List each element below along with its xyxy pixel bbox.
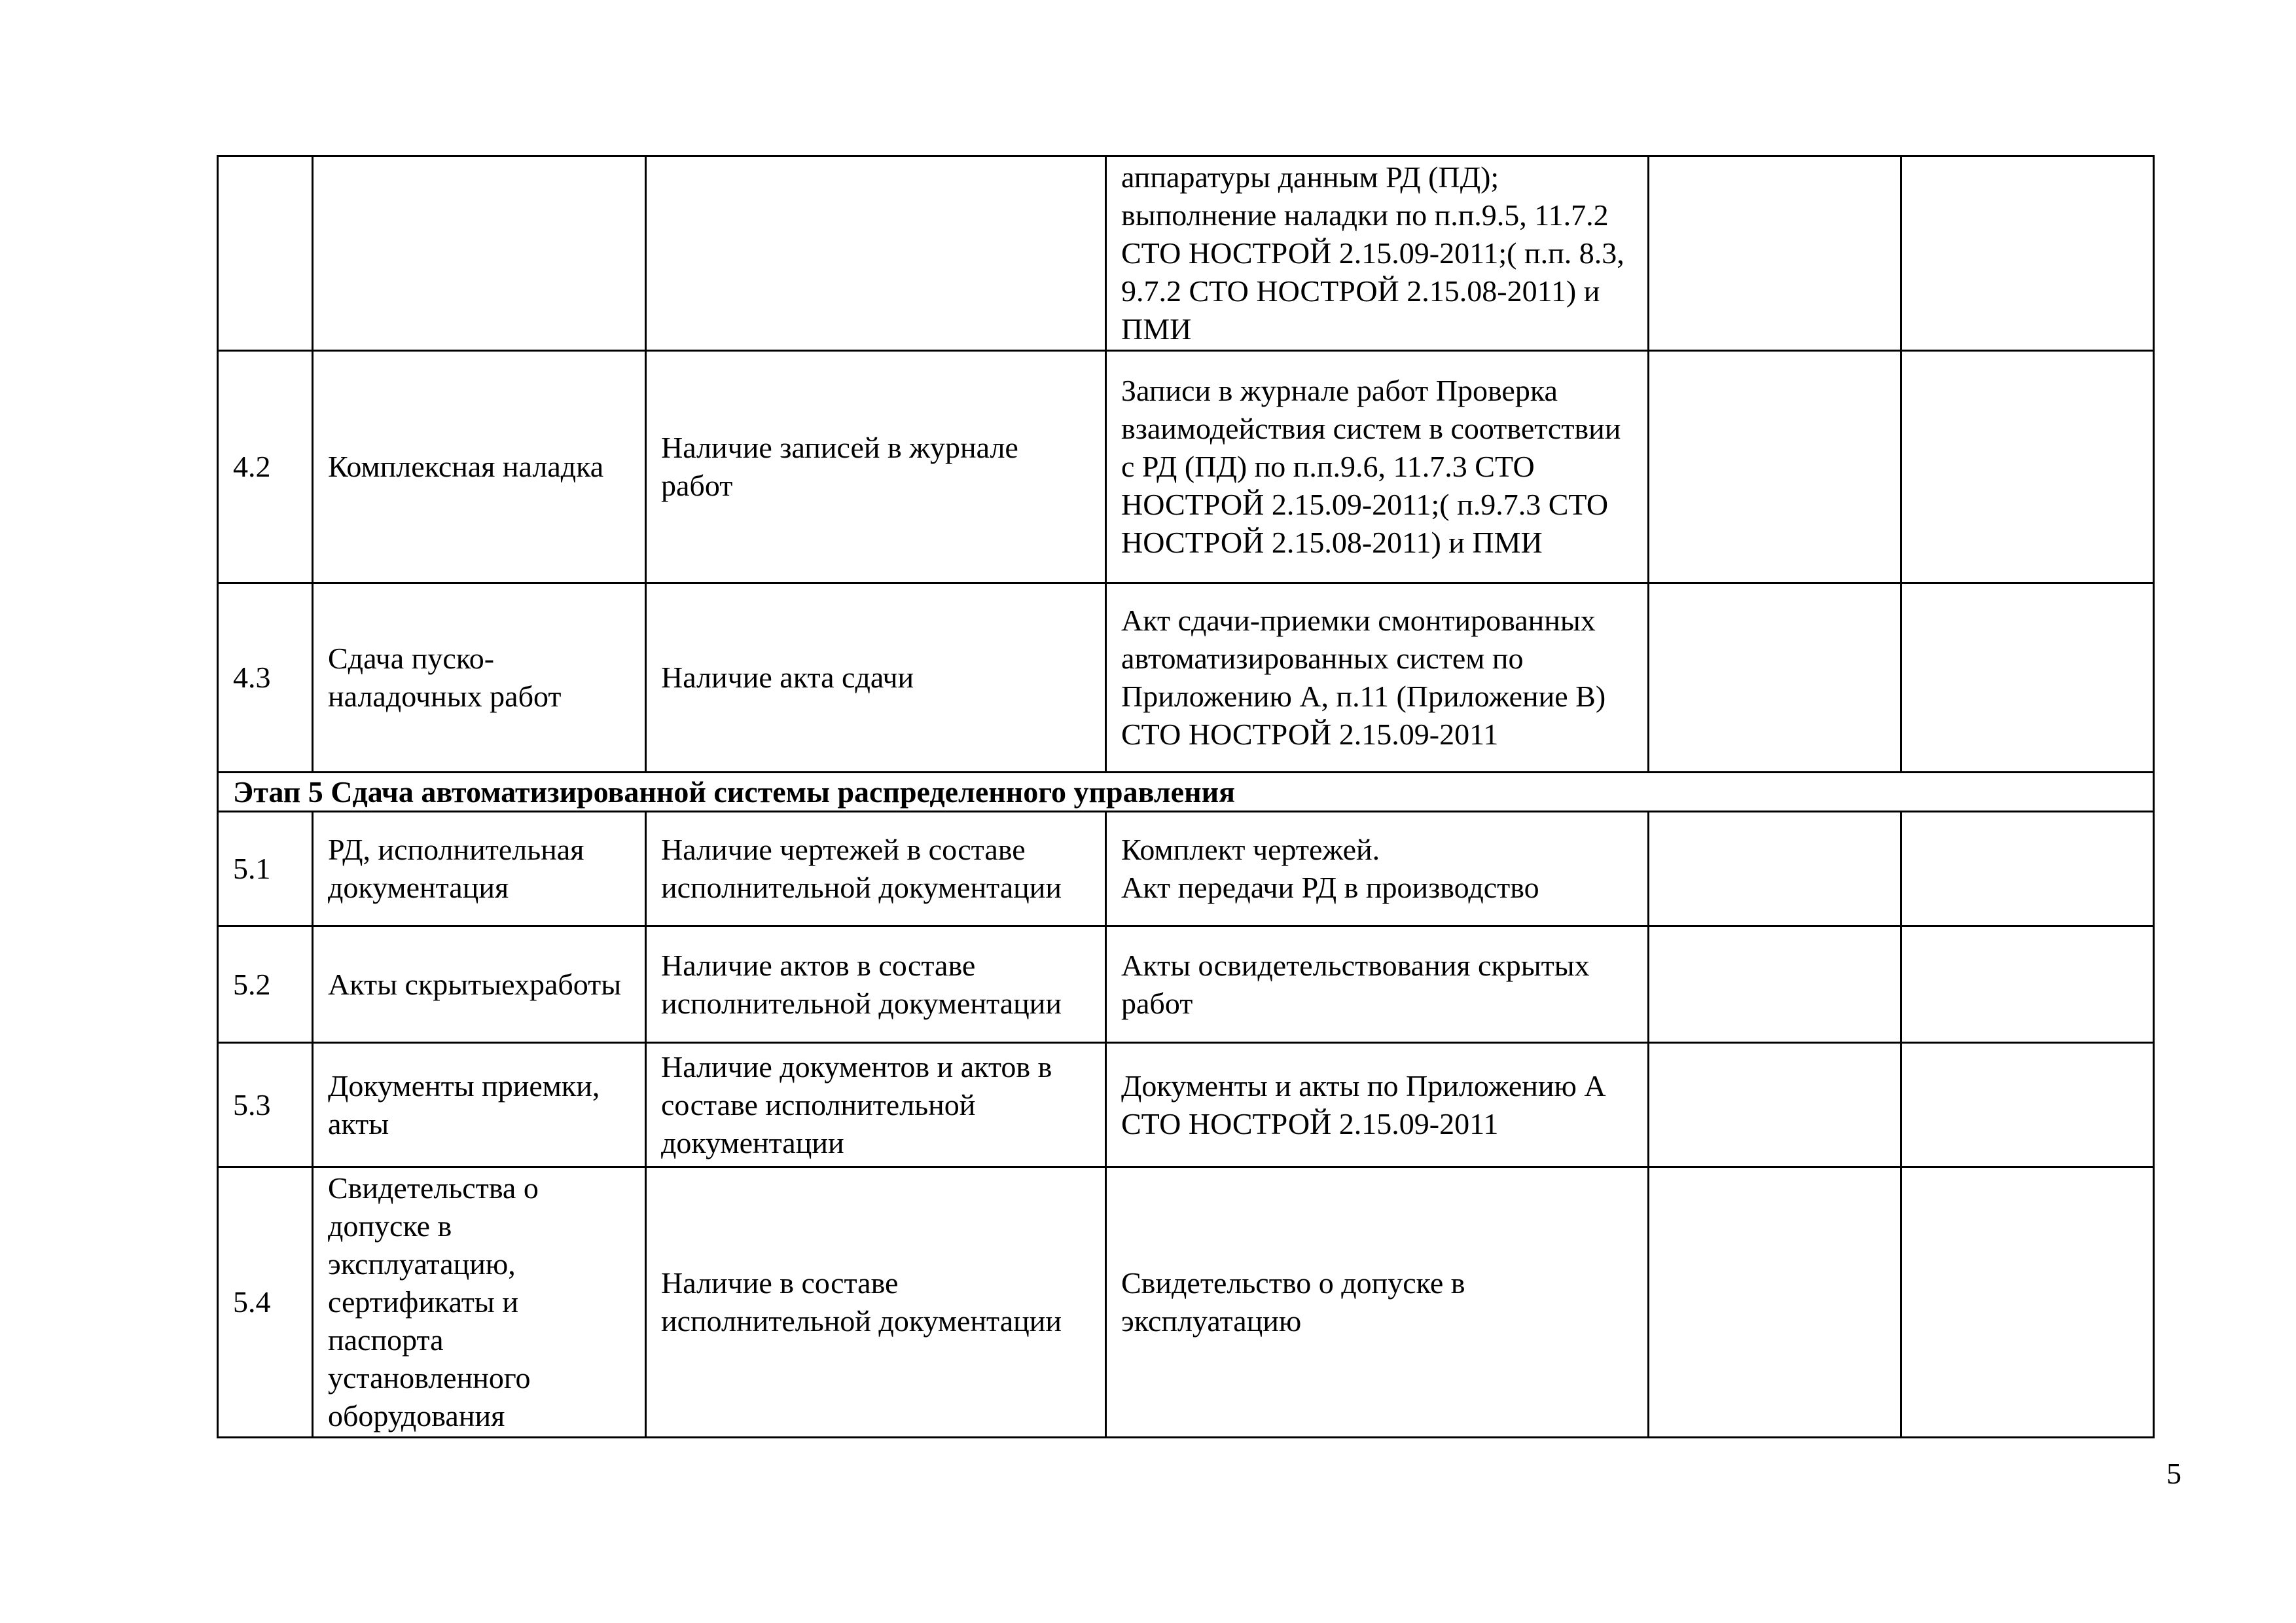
control-doc-cell: Документы и акты по Приложению А СТО НОСТРОЙ 2.15.09-2011 — [1106, 1043, 1649, 1167]
empty-cell — [1649, 812, 1901, 926]
requirement-cell: Наличие чертежей в составе исполнительной документации — [646, 812, 1106, 926]
empty-cell — [1901, 351, 2154, 583]
row-number — [218, 156, 313, 351]
work-name-cell: Акты скрытыехработы — [313, 926, 646, 1043]
empty-cell — [1649, 1167, 1901, 1438]
control-doc-cell: Акт сдачи-приемки смонтированных автоматизированных систем по Приложению А, п.11 (Приложение В) СТО НОСТРОЙ 2.15.09-2011 — [1106, 583, 1649, 773]
work-name-cell: Свидетельства о допуске в эксплуатацию, сертификаты и паспорта установленного оборудования — [313, 1167, 646, 1438]
empty-cell — [1901, 583, 2154, 773]
requirement-cell: Наличие документов и актов в составе исполнительной документации — [646, 1043, 1106, 1167]
row-number: 4.2 — [218, 351, 313, 583]
row-number: 5.3 — [218, 1043, 313, 1167]
control-doc-cell: Записи в журнале работ Проверка взаимодействия систем в соответствии с РД (ПД) по п.п.9.6, 11.7.3 СТО НОСТРОЙ 2.15.09-2011;( п.9.7.3 СТО НОСТРОЙ 2.15.08-2011) и ПМИ — [1106, 351, 1649, 583]
empty-cell — [1901, 156, 2154, 351]
empty-cell — [1649, 926, 1901, 1043]
table-row — [218, 926, 2154, 1043]
table-row — [218, 812, 2154, 926]
empty-cell — [1649, 351, 1901, 583]
empty-cell — [1901, 1167, 2154, 1438]
row-number: 5.2 — [218, 926, 313, 1043]
empty-cell — [1649, 156, 1901, 351]
row-number: 5.4 — [218, 1167, 313, 1438]
work-name-cell: Комплексная наладка — [313, 351, 646, 583]
control-doc-cell: Свидетельство о допуске в эксплуатацию — [1106, 1167, 1649, 1438]
control-table — [217, 155, 2155, 1438]
empty-cell — [1901, 1043, 2154, 1167]
empty-cell — [1649, 583, 1901, 773]
table-row — [218, 156, 2154, 351]
row-number: 4.3 — [218, 583, 313, 773]
work-name-cell: Сдача пуско-наладочных работ — [313, 583, 646, 773]
requirement-cell: Наличие актов в составе исполнительной документации — [646, 926, 1106, 1043]
control-doc-cell: Акты освидетельствования скрытых работ — [1106, 926, 1649, 1043]
control-doc-cell: аппаратуры данным РД (ПД); выполнение наладки по п.п.9.5, 11.7.2 СТО НОСТРОЙ 2.15.09-2011;( п.п. 8.3, 9.7.2 СТО НОСТРОЙ 2.15.08-2011) и ПМИ — [1106, 156, 1649, 351]
empty-cell — [1649, 1043, 1901, 1167]
control-doc-cell: Комплект чертежей. Акт передачи РД в производство — [1106, 812, 1649, 926]
requirement-cell: Наличие записей в журнале работ — [646, 351, 1106, 583]
work-name-cell — [313, 156, 646, 351]
table-row — [218, 351, 2154, 583]
requirement-cell — [646, 156, 1106, 351]
table-row — [218, 583, 2154, 773]
row-number: 5.1 — [218, 812, 313, 926]
requirement-cell: Наличие в составе исполнительной документации — [646, 1167, 1106, 1438]
work-name-cell: Документы приемки, акты — [313, 1043, 646, 1167]
work-name-cell: РД, исполнительная документация — [313, 812, 646, 926]
requirement-cell: Наличие акта сдачи — [646, 583, 1106, 773]
empty-cell — [1901, 926, 2154, 1043]
stage-title: Этап 5 Сдача автоматизированной системы распределенного управления — [218, 773, 2154, 812]
page-number: 5 — [2166, 1457, 2181, 1490]
empty-cell — [1901, 812, 2154, 926]
table-row — [218, 1043, 2154, 1167]
table-row — [218, 1167, 2154, 1438]
stage-header-row — [218, 773, 2154, 812]
